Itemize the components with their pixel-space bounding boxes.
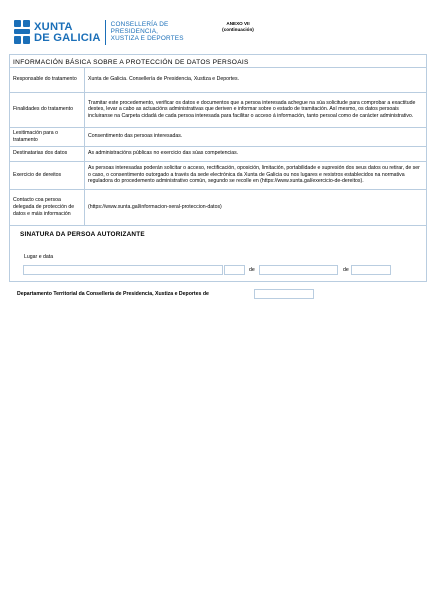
data-protection-section xyxy=(9,54,427,226)
table-row xyxy=(10,161,426,189)
row-label: Contacto coa persoa delegada de protección de datos e máis información xyxy=(10,189,85,225)
row-value: (https://www.xunta.gal/informacion-xeral-proteccion-datos) xyxy=(85,189,427,225)
row-value: As persoas interesadas poderán solicitar o acceso, rectificación, oposición, limitación, portabilidade e supresión dos seus datos ou retirar, de ser o caso, o consentimento outorgado a través da sede electrónica da Xunta de Galicia ou nos lugares e rexistros establecidos na normativa reguladora do procedemento administrativo común, segundo se recolle en (https://www.xunta.gal/exercicio-de-dereitos). xyxy=(85,161,427,189)
place-date-label: Lugar e data xyxy=(24,254,54,260)
row-label: Responsable do tratamento xyxy=(10,68,85,92)
department-location-input[interactable] xyxy=(254,289,314,299)
table-row xyxy=(10,146,426,161)
data-protection-title: INFORMACIÓN BÁSICA SOBRE A PROTECCIÓN DE DATOS PERSOAIS xyxy=(10,55,426,68)
row-value: As administracións públicas no exercicio das súas competencias. xyxy=(85,146,427,161)
data-protection-table xyxy=(10,68,426,225)
dept-line3: XUSTIZA E DEPORTES xyxy=(110,35,184,43)
table-row xyxy=(10,127,426,146)
dept-line1: CONSELLERÍA DE xyxy=(110,21,169,28)
dept-line2: PRESIDENCIA, xyxy=(110,28,159,36)
day-input[interactable] xyxy=(224,265,245,275)
logo-line1: XUNTA xyxy=(34,21,73,33)
row-label: Exercicio de dereitos xyxy=(10,161,85,189)
table-row xyxy=(10,189,426,225)
month-input[interactable] xyxy=(259,265,338,275)
row-label: Lexitimación para o tratamento xyxy=(10,127,85,146)
xunta-emblem-icon xyxy=(14,20,31,44)
logo-line2: DE GALICIA xyxy=(34,31,101,44)
department-label: Departamento Territorial da Consellería de Presidencia, Xustiza e Deportes de xyxy=(17,291,209,297)
logo-divider xyxy=(105,20,106,45)
signature-title: SINATURA DA PERSOA AUTORIZANTE xyxy=(20,231,145,238)
row-label: Finalidades do tratamento xyxy=(10,92,85,127)
table-row xyxy=(10,92,426,127)
row-value: Tramitar este procedemento, verificar os datos e documentos que a persoa interesada achegue na súa solicitude para comprobar a exactitude destes, levar a cabo as actuacións administrativas que deriven e informar sobre o estado de tramitación. Así mesmo, os datos persoais incluiranse na Carpeta cidadá de cada persoa interesada para facilitar o acceso á información, tanto persoal como de carácter administrativo. xyxy=(85,92,427,127)
place-input[interactable] xyxy=(23,265,223,275)
de-label-1: de xyxy=(249,267,255,273)
xunta-logo xyxy=(14,20,184,46)
anexo-title: ANEXO VII xyxy=(226,21,250,26)
row-value: Xunta de Galicia. Consellería de Presidencia, Xustiza e Deportes. xyxy=(88,76,240,83)
row-value: Consentimento das persoas interesadas. xyxy=(85,127,427,146)
anexo-heading xyxy=(213,21,263,33)
anexo-subtitle: (continuación) xyxy=(222,27,254,32)
year-input[interactable] xyxy=(351,265,391,275)
de-label-2: de xyxy=(343,267,349,273)
row-label: Destinatarias dos datos xyxy=(10,146,85,161)
signature-section xyxy=(9,225,427,282)
table-row xyxy=(10,68,426,92)
